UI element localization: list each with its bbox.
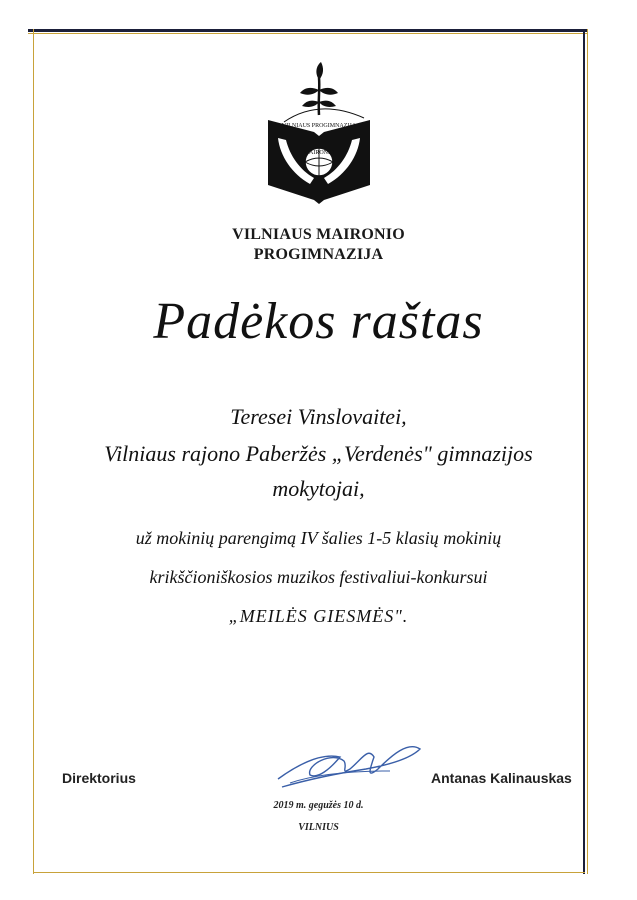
issue-date: 2019 m. gegužės 10 d. [273, 800, 364, 811]
frame-top-gold-border [28, 33, 588, 34]
reason-line1: už mokinių parengimą IV šalies 1-5 klasių mokinių [135, 528, 502, 548]
page-title: Padėkos raštas [153, 293, 484, 350]
school-emblem-icon [254, 60, 384, 205]
emblem-arc-text: VILNIAUS PROGIMNAZIJA [281, 123, 357, 129]
reason-line2: krikščioniškosios muzikos festivaliui-konkursui [149, 567, 488, 587]
signer-title: Direktorius [62, 770, 136, 786]
signature-icon [270, 735, 430, 795]
school-name-line1: VILNIAUS MAIRONIO [232, 226, 405, 243]
frame-bottom-border [33, 872, 585, 873]
frame-top-border [28, 29, 588, 32]
recipient-name: Teresei Vinslovaitei, [230, 404, 407, 429]
school-name-line2: PROGIMNAZIJA [253, 246, 384, 263]
recipient-school: Vilniaus rajono Paberžės „Verdenės" gimnazijos [104, 441, 533, 466]
emblem-book-text: MAIRONIO [303, 150, 335, 156]
reason-line3: „MEILĖS GIESMĖS". [228, 606, 409, 626]
issue-city: VILNIUS [298, 822, 339, 833]
recipient-role: mokytojai, [272, 476, 365, 501]
signer-name: Antanas Kalinauskas [431, 770, 572, 786]
